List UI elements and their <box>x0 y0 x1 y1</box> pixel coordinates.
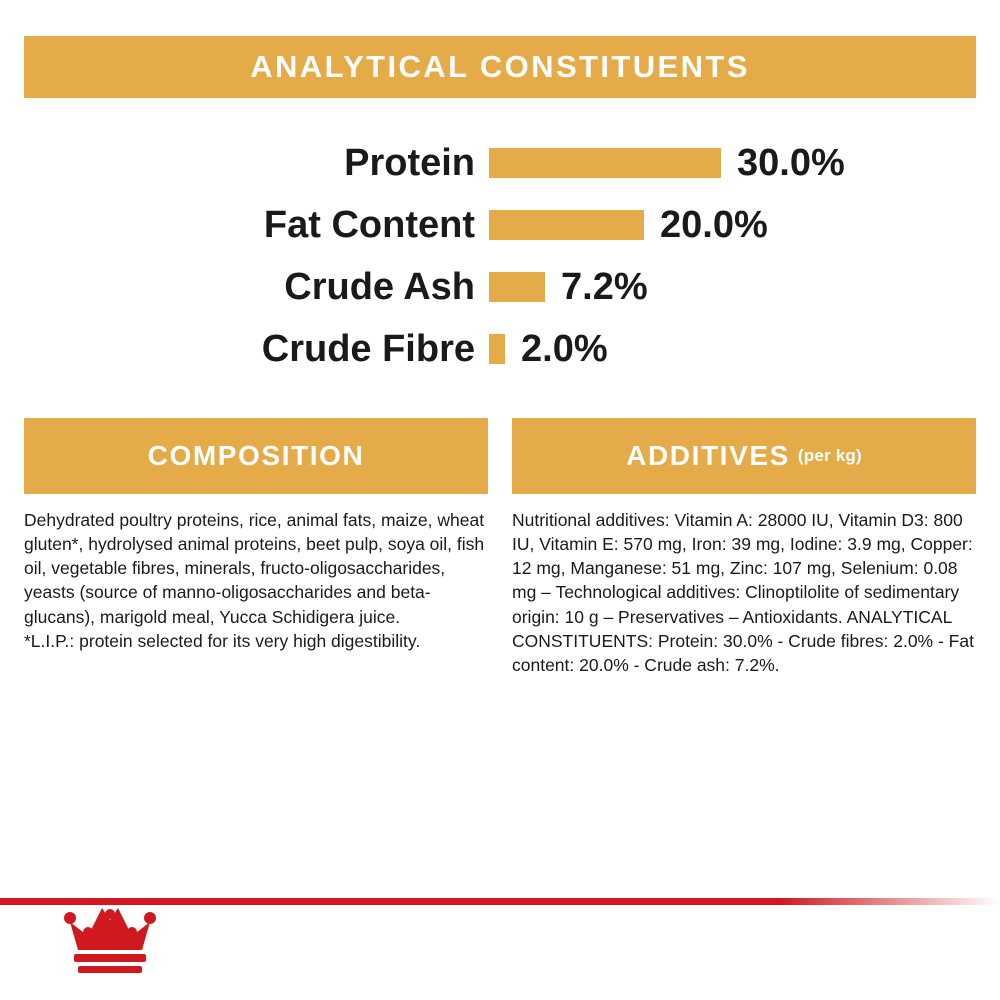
constituent-bar-fill <box>489 272 545 302</box>
constituent-bar-fill <box>489 334 505 364</box>
constituent-bar-track <box>489 144 845 182</box>
composition-panel <box>24 418 488 677</box>
constituent-value: 20.0% <box>660 204 768 246</box>
constituent-bar-track <box>489 330 608 368</box>
constituent-label: Protein <box>344 142 475 184</box>
composition-header <box>24 418 488 494</box>
brand-footer <box>0 888 1000 1000</box>
constituent-row <box>24 194 976 256</box>
composition-text: Dehydrated poultry proteins, rice, animal fats, maize, wheat gluten*, hydrolysed animal proteins, beet pulp, soya oil, fish oil, vegetable fibres, minerals, fructo-oligosaccharides, yeasts (source of manno-oligosaccharides and beta-glucans), marigold meal, Yucca Schidigera juice. <box>24 510 485 627</box>
constituent-bar-fill <box>489 210 644 240</box>
royal-canin-crown-icon <box>62 888 158 978</box>
constituent-value: 7.2% <box>561 266 648 308</box>
additives-panel <box>512 418 976 677</box>
additives-header <box>512 418 976 494</box>
constituent-row <box>24 318 976 380</box>
constituent-row <box>24 256 976 318</box>
constituent-value: 30.0% <box>737 142 845 184</box>
constituent-label: Crude Fibre <box>261 328 475 370</box>
constituent-bar-track <box>489 268 648 306</box>
composition-footnote: *L.I.P.: protein selected for its very high digestibility. <box>24 630 421 651</box>
info-panels <box>24 418 976 677</box>
constituent-bar-track <box>489 206 768 244</box>
constituent-row <box>24 132 976 194</box>
additives-text: Nutritional additives: Vitamin A: 28000 IU, Vitamin D3: 800 IU, Vitamin E: 570 mg, Iron: 39 mg, Iodine: 3.9 mg, Copper: 12 mg, Manganese: 51 mg, Zinc: 107 mg, Selenium: 0.08 mg – Technological additives: Clinoptilolite of sedimentary origin: 10 g – Preservatives – Antioxidants. ANALYTICAL CONSTITUENTS: Protein: 30.0% - Crude fibres: 2.0% - Fat content: 20.0% - Crude ash: 7.2%. <box>512 510 974 675</box>
analytical-constituents-chart <box>24 132 976 380</box>
analytical-constituents-header <box>24 36 976 98</box>
constituent-bar-fill <box>489 148 721 178</box>
composition-body <box>24 494 488 653</box>
analytical-constituents-title: ANALYTICAL CONSTITUENTS <box>250 49 750 84</box>
additives-title: ADDITIVES <box>626 440 790 471</box>
additives-body <box>512 494 976 677</box>
composition-title: COMPOSITION <box>147 440 365 471</box>
constituent-label: Crude Ash <box>284 266 475 308</box>
constituent-value: 2.0% <box>521 328 608 370</box>
additives-subtitle: (per kg) <box>797 446 862 465</box>
constituent-label: Fat Content <box>263 204 475 246</box>
